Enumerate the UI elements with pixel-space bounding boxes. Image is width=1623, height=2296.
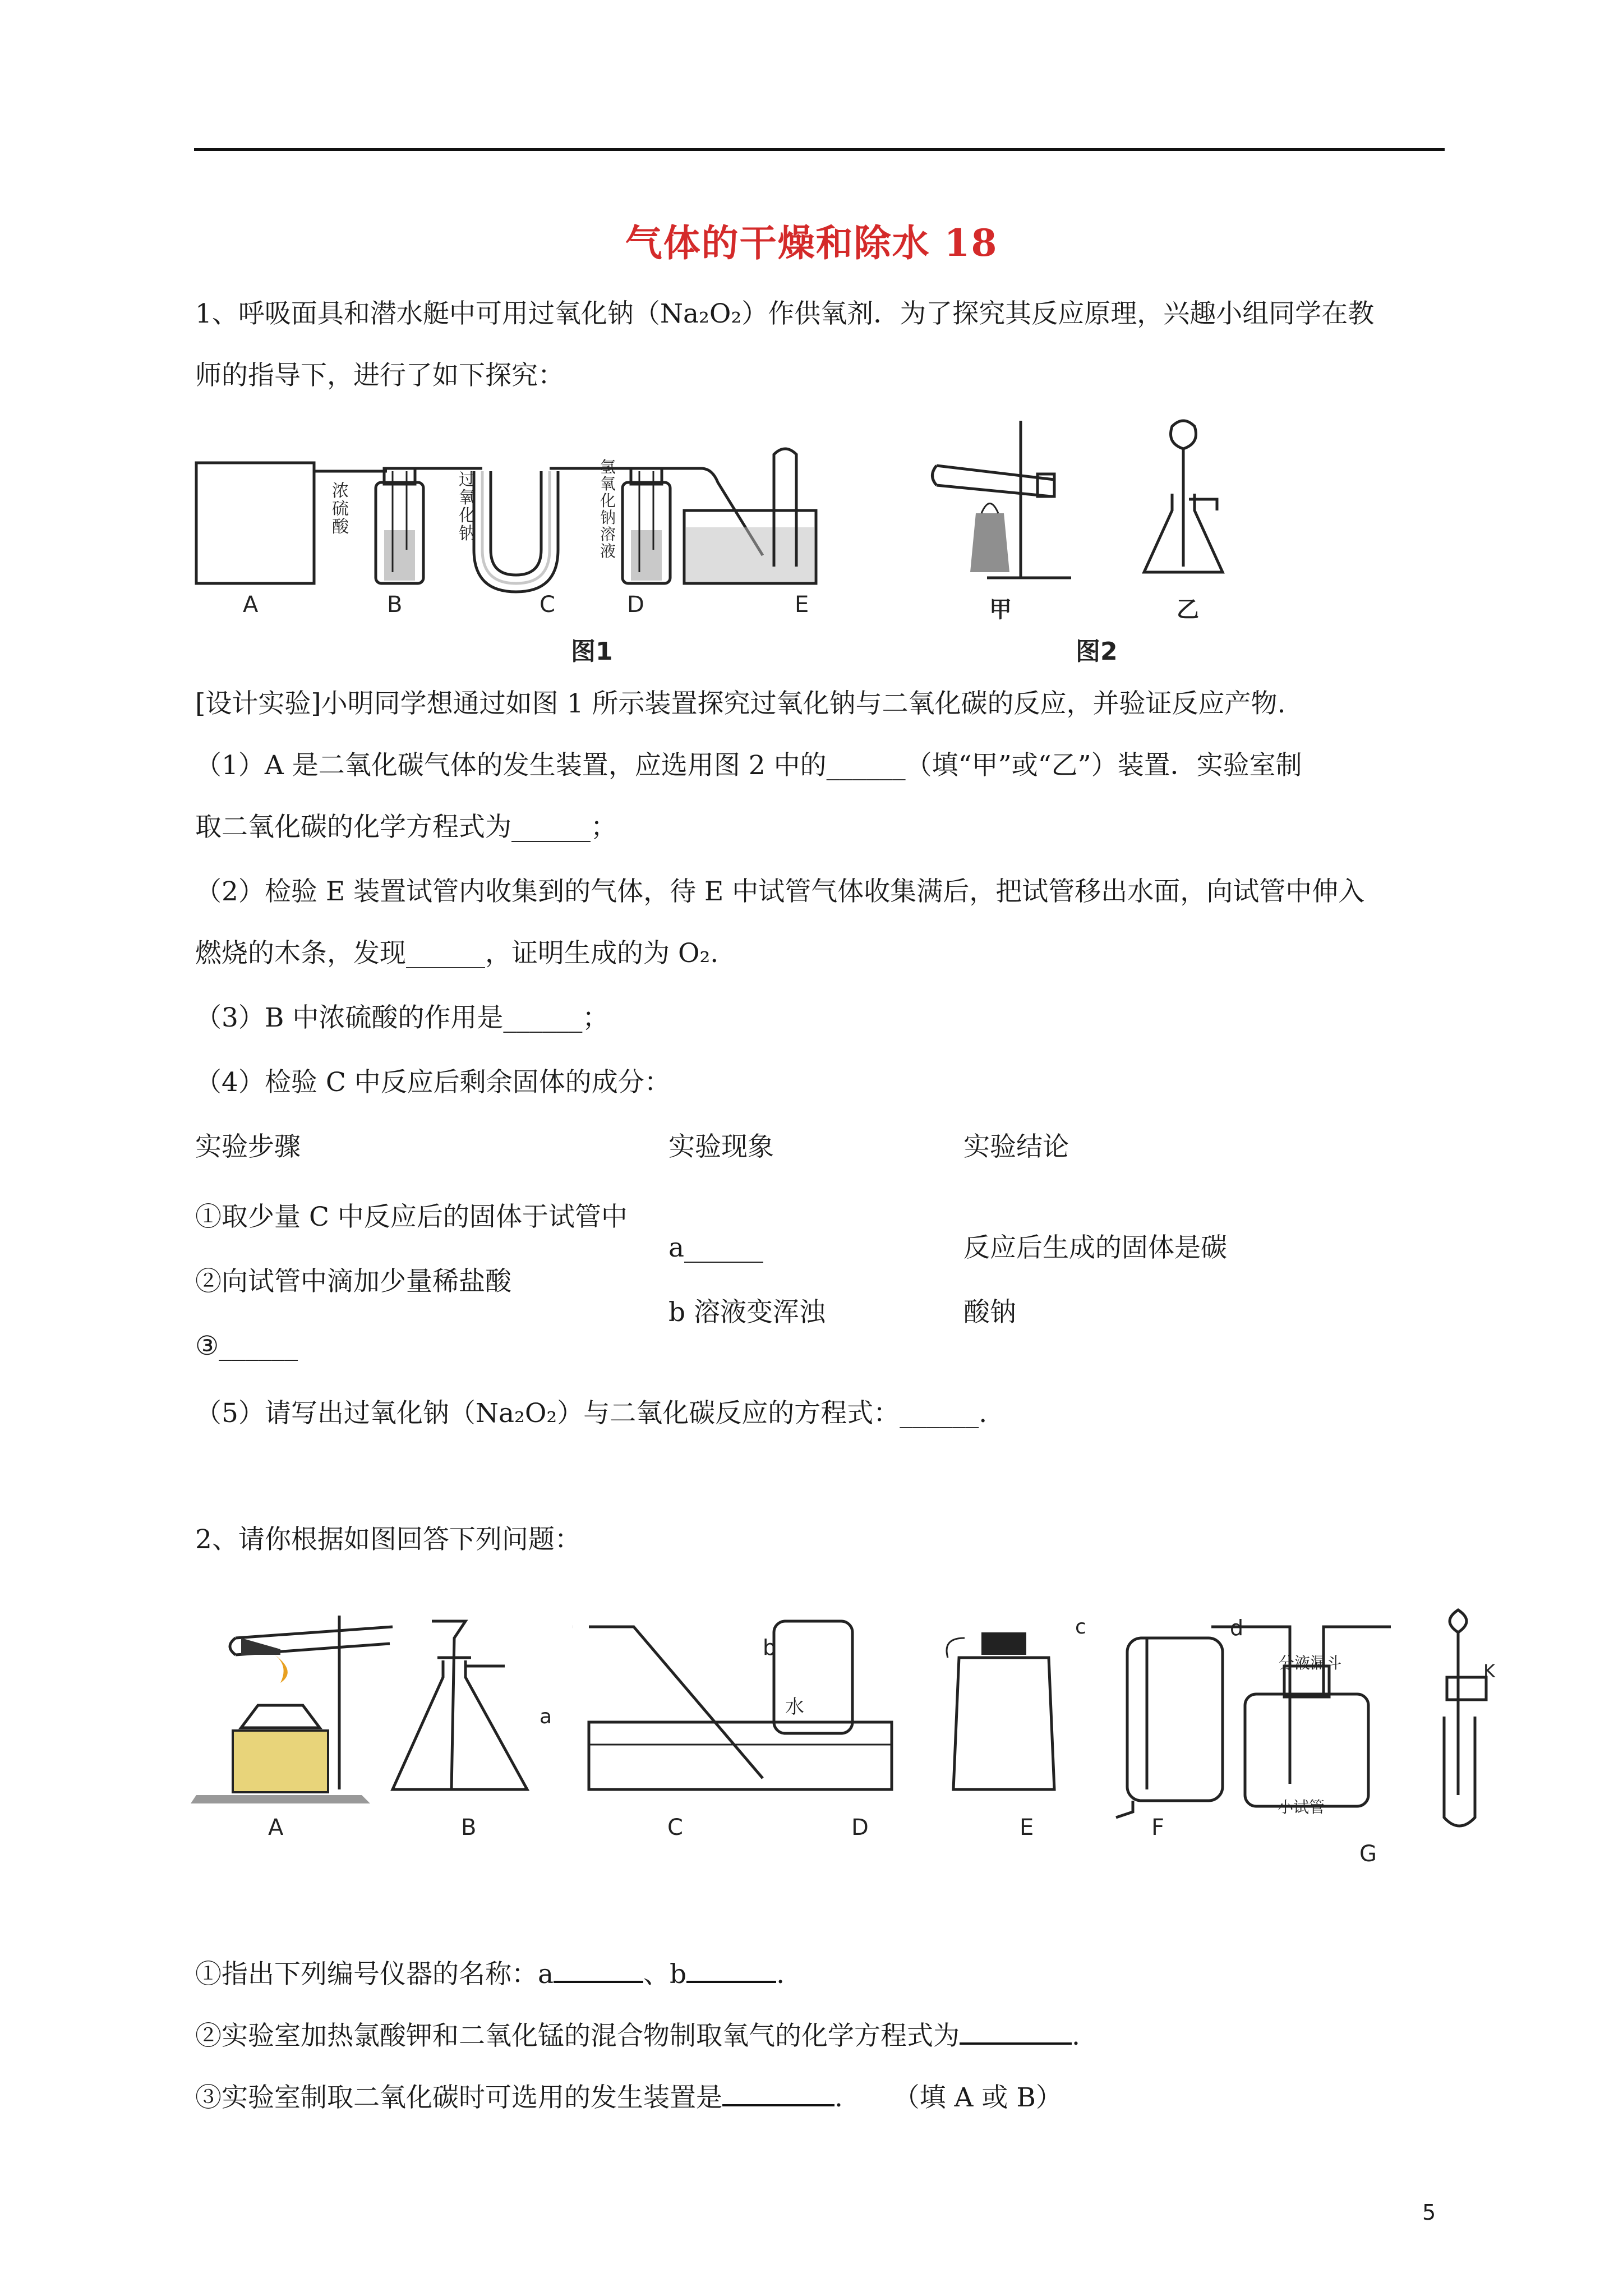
fig2-label-yi: 乙	[1177, 597, 1199, 623]
table-observation-a: a______	[668, 1232, 764, 1263]
q1-part3: （3）B 中浓硫酸的作用是______；	[195, 1002, 609, 1033]
figure-2-apparatus	[925, 415, 1239, 600]
q2-sub3-prefix: ③实验室制取二氧化碳时可选用的发生装置是	[195, 2082, 722, 2113]
fig2-caption: 图2	[1076, 637, 1118, 666]
q2-blank-a[interactable]	[554, 1981, 643, 1983]
table-header-conclusion: 实验结论	[963, 1131, 1069, 1162]
q2-water-callout: 水	[785, 1696, 804, 1718]
fig1-label-a: A	[243, 592, 259, 618]
q1-part5: （5）请写出过氧化钠（Na₂O₂）与二氧化碳反应的方程式：______.	[195, 1398, 988, 1429]
q2-sub1-mid: 、b	[643, 1959, 687, 1990]
q2-sub3-end: . （填 A 或 B）	[834, 2082, 1062, 2113]
q2-label-b: B	[461, 1815, 477, 1841]
q2-blank-device[interactable]	[722, 2104, 834, 2106]
fig1-c-reagent: 过氧化钠	[459, 470, 476, 544]
q2-label-e: E	[1020, 1815, 1034, 1841]
q2-c-callout: c	[1075, 1616, 1086, 1639]
q2-label-g: G	[1359, 1841, 1377, 1867]
q1-part1-line1: （1）A 是二氧化碳气体的发生装置，应选用图 2 中的______（填“甲”或“乙”）装置．实验室制	[195, 750, 1302, 781]
q2-blank-equation[interactable]	[960, 2042, 1072, 2045]
page-number: 5	[1422, 2200, 1436, 2225]
q2-sub1	[195, 1958, 785, 1991]
q1-design: [设计实验]小明同学想通过如图 1 所示装置探究过氧化钠与二氧化碳的反应，并验证反应产物.	[195, 688, 1286, 719]
q2-sub2-prefix: ②实验室加热氯酸钾和二氧化锰的混合物制取氧气的化学方程式为	[195, 2021, 960, 2051]
q1-intro-line1: 1、呼吸面具和潜水艇中可用过氧化钠（Na₂O₂）作供氧剂．为了探究其反应原理，兴趣小组同学在教	[195, 298, 1375, 329]
q2-blank-b[interactable]	[686, 1981, 776, 1983]
fig1-label-b: B	[387, 592, 403, 618]
q1-part4: （4）检验 C 中反应后剩余固体的成分：	[195, 1067, 671, 1098]
q2-label-a: A	[268, 1815, 284, 1841]
table-conclusion-line1: 反应后生成的固体是碳	[963, 1232, 1227, 1263]
header-rule	[194, 148, 1445, 151]
q2-b-callout: b	[763, 1635, 777, 1660]
table-header-observation: 实验现象	[668, 1131, 774, 1162]
fig1-caption: 图1	[571, 637, 613, 666]
table-conclusion-line2: 酸钠	[963, 1297, 1016, 1328]
q2-label-f: F	[1151, 1815, 1165, 1841]
q2-small-tube-callout: 小试管	[1278, 1798, 1325, 1816]
q2-sub3	[195, 2081, 1062, 2115]
table-step-2: ②向试管中滴加少量稀盐酸	[195, 1266, 511, 1297]
q2-label-c: C	[667, 1815, 683, 1841]
table-step-3: ③______	[195, 1331, 298, 1361]
q2-intro: 2、请你根据如图回答下列问题：	[195, 1524, 581, 1555]
fig1-d-reagent: 氢氧化钠溶液	[600, 458, 616, 560]
q2-sub2-end: .	[1072, 2021, 1080, 2051]
q2-sub1-end: .	[776, 1959, 785, 1990]
q2-a-callout: a	[540, 1705, 552, 1728]
fig1-label-d: D	[627, 592, 644, 618]
table-step-1: ①取少量 C 中反应后的固体于试管中	[195, 1202, 628, 1232]
q1-part1-line2: 取二氧化碳的化学方程式为______；	[195, 812, 617, 843]
q2-sub1-prefix: ①指出下列编号仪器的名称：a	[195, 1959, 554, 1990]
fig1-label-e: E	[795, 592, 809, 618]
q2-label-d: D	[851, 1815, 869, 1841]
page-title: 气体的干燥和除水 18	[625, 221, 998, 265]
q2-d-callout: d	[1230, 1616, 1244, 1640]
q2-k-callout: K	[1483, 1660, 1495, 1682]
fig1-b-reagent: 浓硫酸	[332, 481, 349, 537]
q2-sub2	[195, 2019, 1080, 2053]
q1-part2-line1: （2）检验 E 装置试管内收集到的气体，待 E 中试管气体收集满后，把试管移出水面，向试管中伸入	[195, 876, 1365, 907]
q1-part2-line2: 燃烧的木条，发现______，证明生成的为 O₂.	[195, 938, 719, 969]
q1-intro-line2: 师的指导下，进行了如下探究：	[195, 360, 564, 391]
q2-funnel-callout: 分液漏斗	[1279, 1654, 1342, 1672]
fig1-label-c: C	[540, 592, 555, 618]
table-observation-b: b 溶液变浑浊	[668, 1297, 826, 1328]
fig2-label-jia: 甲	[989, 597, 1012, 623]
table-header-step: 实验步骤	[195, 1131, 301, 1162]
figure-1-apparatus	[191, 438, 897, 600]
